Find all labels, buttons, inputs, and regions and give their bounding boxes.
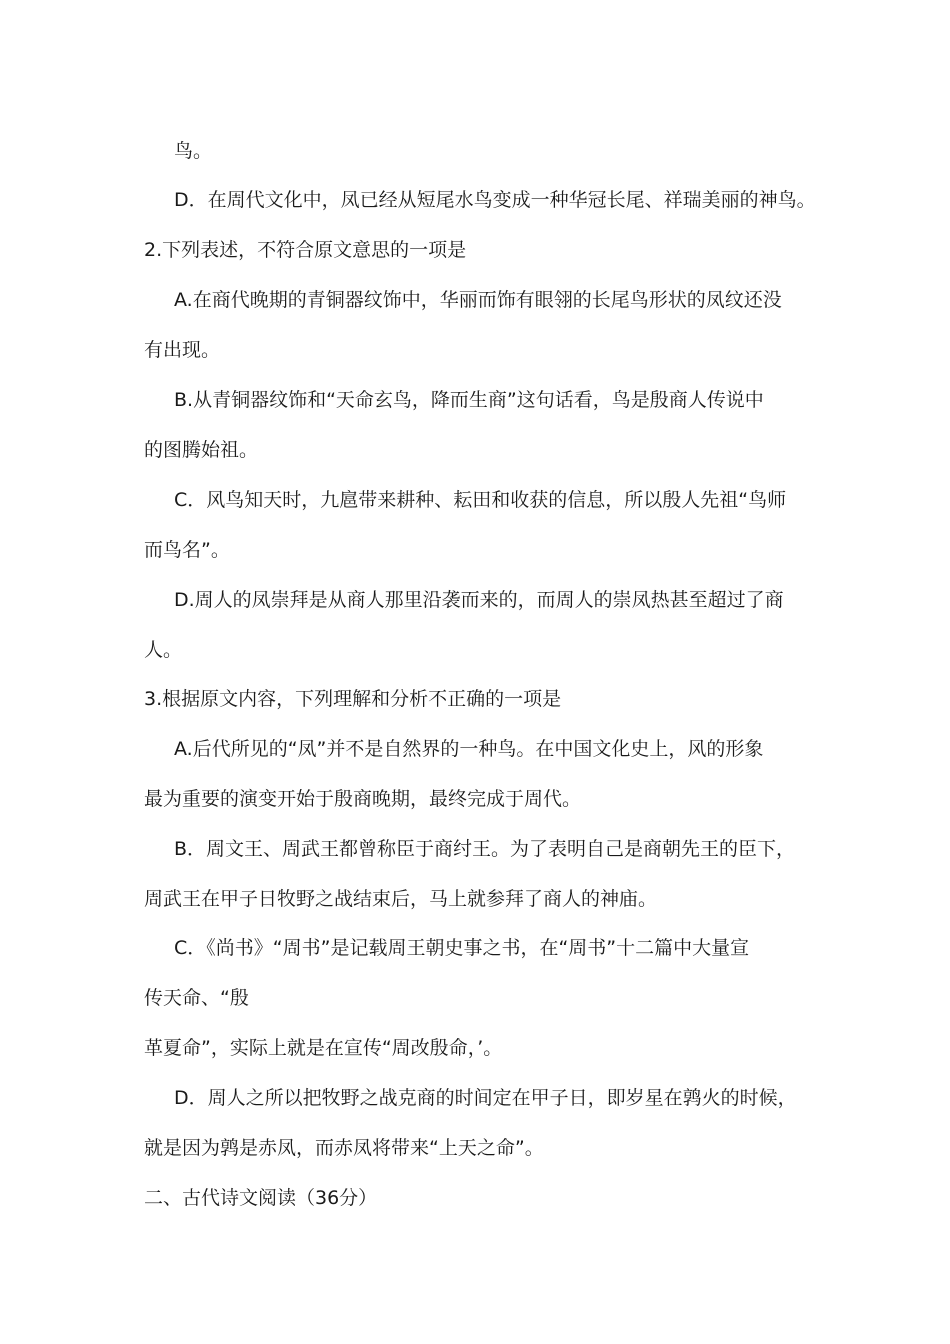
q2-option-b-cont: 的图腾始祖。 bbox=[144, 439, 259, 461]
q2-option-c: C．风鸟知天时，九扈带来耕种、耘田和收获的信息，所以殷人先祖“鸟师 bbox=[174, 489, 787, 511]
q3-option-c: C．《尚书》“周书”是记载周王朝史事之书，在“周书”十二篇中大量宣 bbox=[174, 937, 750, 959]
q2-option-a-cont: 有出现。 bbox=[144, 339, 221, 361]
question-2-heading: 2.下列表述，不符合原文意思的一项是 bbox=[144, 239, 467, 261]
q2-option-a: A.在商代晚期的青铜器纹饰中，华丽而饰有眼翎的长尾鸟形状的凤纹还没 bbox=[174, 289, 782, 311]
q2-option-b: B.从青铜器纹饰和“天命玄鸟，降而生商”这句话看，鸟是殷商人传说中 bbox=[174, 389, 764, 411]
option-d-line: D．在周代文化中，凤已经从短尾水鸟变成一种华冠长尾、祥瑞美丽的神鸟。 bbox=[174, 189, 816, 211]
q3-option-c-cont: 传天命、“殷 bbox=[144, 987, 249, 1009]
q3-option-b-cont: 周武王在甲子日牧野之战结束后，马上就参拜了商人的神庙。 bbox=[144, 888, 658, 910]
q3-option-c-cont2: 革夏命”，实际上就是在宣传“周改殷命，’。 bbox=[144, 1037, 503, 1059]
q3-option-a: A.后代所见的“凤”并不是自然界的一种鸟。在中国文化史上，风的形象 bbox=[174, 738, 764, 760]
q2-option-c-cont: 而鸟名”。 bbox=[144, 539, 230, 561]
q3-option-d: D．周人之所以把牧野之战克商的时间定在甲子日，即岁星在鹑火的时候， bbox=[174, 1087, 797, 1109]
question-3-heading: 3.根据原文内容，下列理解和分析不正确的一项是 bbox=[144, 688, 562, 710]
q3-option-d-cont: 就是因为鹑是赤凤，而赤凤将带来“上天之命”。 bbox=[144, 1137, 544, 1159]
q2-option-d-cont: 人。 bbox=[144, 639, 183, 661]
q2-option-d: D.周人的凤崇拜是从商人那里沿袭而来的，而周人的崇凤热甚至超过了商 bbox=[174, 589, 784, 611]
q3-option-a-cont: 最为重要的演变开始于殷商晚期，最终完成于周代。 bbox=[144, 788, 582, 810]
q3-option-b: B．周文王、周武王都曾称臣于商纣王。为了表明自己是商朝先王的臣下， bbox=[174, 838, 796, 860]
text-line: 鸟。 bbox=[174, 140, 213, 162]
section-2-heading: 二、古代诗文阅读（36分） bbox=[144, 1187, 378, 1209]
